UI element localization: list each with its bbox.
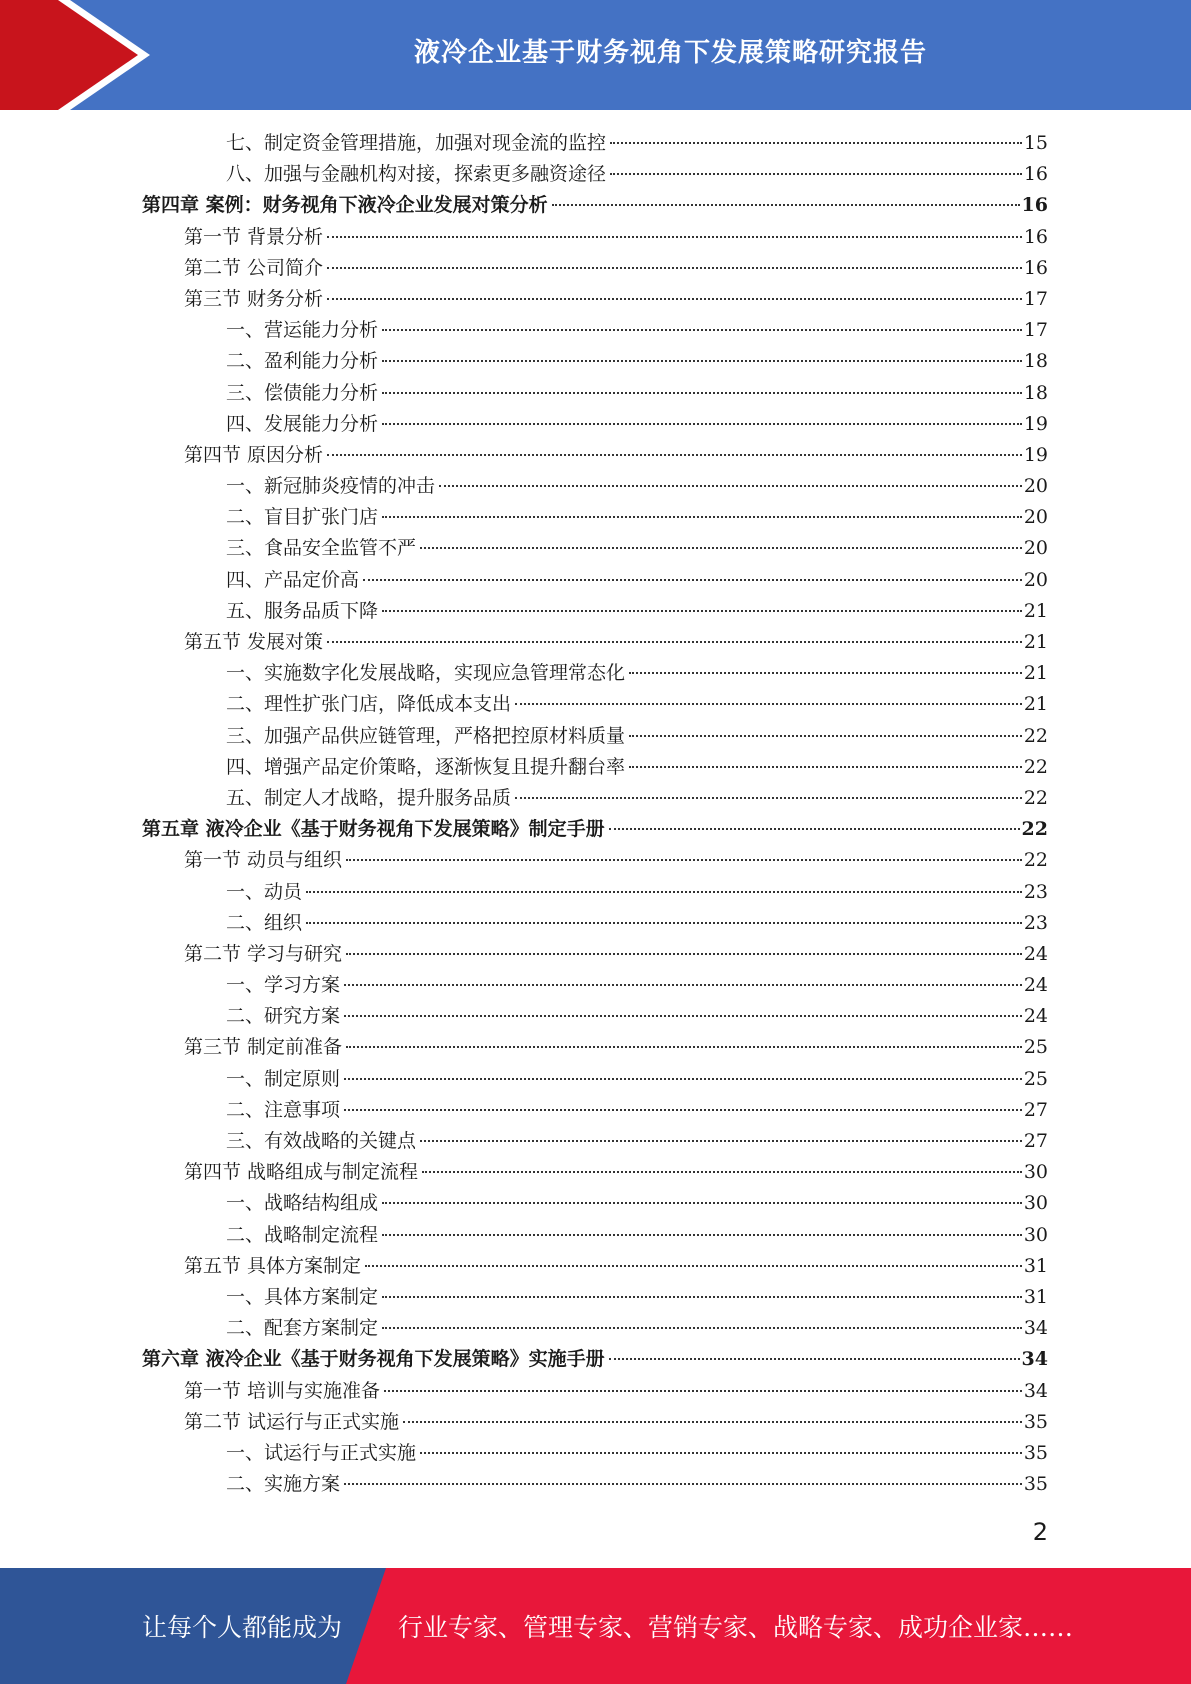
toc-entry[interactable]: [142, 440, 1048, 471]
toc-dot-leader: [382, 1234, 1022, 1236]
toc-dot-leader: [439, 485, 1022, 487]
toc-entry-page: 35: [1023, 1441, 1048, 1464]
toc-entry-page: 24: [1023, 974, 1048, 997]
toc-entry[interactable]: [142, 284, 1048, 315]
toc-dot-leader: [515, 797, 1022, 799]
toc-entry-page: 23: [1023, 911, 1048, 934]
toc-entry-page: 35: [1023, 1473, 1048, 1496]
toc-entry-page: 24: [1023, 1005, 1048, 1028]
toc-dot-leader: [629, 672, 1022, 674]
toc-entry-page: 21: [1023, 631, 1048, 653]
toc-dot-leader: [382, 516, 1022, 518]
toc-entry-label: 一、试运行与正式实施: [226, 1441, 417, 1464]
toc-entry-page: 20: [1023, 475, 1048, 498]
toc-entry-label: 第二节 学习与研究: [184, 942, 343, 965]
toc-entry-page: 25: [1023, 1036, 1048, 1059]
toc-entry-page: 34: [1023, 1379, 1048, 1402]
toc-entry-label: 第四章 案例：财务视角下液冷企业发展对策分析: [142, 194, 548, 217]
toc-entry-label: 一、动员: [226, 880, 303, 903]
toc-dot-leader: [610, 142, 1022, 144]
toc-dot-leader: [629, 735, 1022, 737]
toc-entry-label: 二、组织: [226, 911, 303, 934]
toc-entry-label: 四、增强产品定价策略，逐渐恢复且提升翻台率: [226, 755, 626, 778]
toc-entry[interactable]: [142, 908, 1048, 939]
footer-slogan-right: 行业专家、管理专家、营销专家、战略专家、成功企业家……: [398, 1613, 1074, 1642]
page-number: 2: [1032, 1518, 1048, 1546]
toc-entry-page: 24: [1023, 942, 1048, 965]
toc-entry-label: 三、有效战略的关键点: [226, 1130, 417, 1152]
page-header: [0, 0, 1191, 110]
toc-entry[interactable]: [142, 190, 1048, 221]
toc-entry-page: 21: [1023, 693, 1048, 716]
toc-entry-label: 五、制定人才战略，提升服务品质: [226, 786, 512, 809]
toc-entry-page: 18: [1023, 381, 1048, 404]
toc-entry-label: 二、配套方案制定: [226, 1317, 379, 1340]
toc-entry[interactable]: [142, 845, 1048, 876]
toc-dot-leader: [629, 766, 1022, 768]
toc-entry[interactable]: [142, 128, 1048, 159]
toc-entry-page: 16: [1023, 163, 1048, 186]
toc-entry[interactable]: [142, 1282, 1048, 1313]
toc-entry[interactable]: [142, 1469, 1048, 1500]
toc-dot-leader: [327, 641, 1022, 643]
toc-entry[interactable]: [142, 565, 1048, 596]
toc-entry-label: 一、营运能力分析: [226, 319, 379, 342]
toc-entry[interactable]: [142, 533, 1048, 564]
toc-entry-label: 二、盈利能力分析: [226, 350, 379, 373]
toc-dot-leader: [382, 360, 1022, 362]
toc-dot-leader: [306, 891, 1022, 893]
toc-entry-label: 四、产品定价高: [226, 568, 360, 591]
toc-entry-label: 第五章 液冷企业《基于财务视角下发展策略》制定手册: [142, 818, 605, 841]
toc-entry-label: 八、加强与金融机构对接，探索更多融资途径: [226, 163, 607, 186]
toc-entry-label: 第四节 原因分析: [184, 443, 324, 466]
toc-entry[interactable]: [142, 1157, 1048, 1188]
toc-dot-leader: [403, 1421, 1022, 1423]
toc-entry-page: 16: [1023, 225, 1048, 248]
toc-entry[interactable]: [142, 783, 1048, 814]
toc-dot-leader: [365, 1265, 1022, 1267]
toc-entry[interactable]: [142, 1376, 1048, 1407]
toc-entry-page: 30: [1023, 1192, 1048, 1215]
toc-entry[interactable]: [142, 1095, 1048, 1126]
toc-entry[interactable]: [142, 1313, 1048, 1344]
toc-entry[interactable]: [142, 1251, 1048, 1282]
toc-entry-page: 17: [1023, 319, 1048, 342]
toc-entry[interactable]: [142, 1064, 1048, 1095]
toc-entry-label: 二、实施方案: [226, 1473, 341, 1496]
footer-slogan-left: 让每个人都能成为: [142, 1613, 343, 1642]
toc-dot-leader: [382, 329, 1022, 331]
toc-dot-leader: [327, 298, 1022, 300]
toc-entry[interactable]: [142, 1438, 1048, 1469]
header-chevron-red: [0, 0, 138, 110]
toc-entry-page: 35: [1023, 1410, 1048, 1433]
toc-entry-page: 19: [1023, 412, 1048, 435]
toc-entry-page: 31: [1023, 1285, 1048, 1308]
toc-dot-leader: [382, 1327, 1022, 1329]
toc-dot-leader: [346, 953, 1022, 955]
toc-entry-page: 22: [1021, 818, 1048, 841]
table-of-contents: [142, 128, 1048, 1500]
toc-entry-label: 第二节 公司简介: [184, 256, 324, 279]
toc-entry-page: 27: [1023, 1130, 1048, 1152]
toc-dot-leader: [552, 204, 1020, 206]
toc-entry-page: 27: [1023, 1098, 1048, 1121]
toc-entry-label: 一、制定原则: [226, 1067, 341, 1090]
toc-entry-page: 22: [1023, 755, 1048, 778]
toc-dot-leader: [363, 579, 1022, 581]
toc-entry[interactable]: [142, 596, 1048, 627]
toc-entry-page: 31: [1023, 1254, 1048, 1277]
toc-entry-label: 一、学习方案: [226, 974, 341, 997]
toc-entry-page: 21: [1023, 599, 1048, 622]
toc-dot-leader: [344, 1078, 1022, 1080]
toc-entry-label: 七、制定资金管理措施，加强对现金流的监控: [226, 132, 607, 154]
toc-dot-leader: [382, 1296, 1022, 1298]
toc-entry-page: 34: [1021, 1348, 1048, 1371]
toc-entry-label: 三、偿债能力分析: [226, 381, 379, 404]
toc-entry[interactable]: [142, 1126, 1048, 1157]
toc-entry[interactable]: [142, 159, 1048, 190]
toc-entry-label: 第二节 试运行与正式实施: [184, 1410, 400, 1433]
toc-entry-page: 22: [1023, 786, 1048, 809]
toc-entry-label: 一、实施数字化发展战略，实现应急管理常态化: [226, 662, 626, 685]
toc-entry[interactable]: [142, 502, 1048, 533]
toc-dot-leader: [382, 423, 1022, 425]
toc-entry[interactable]: [142, 471, 1048, 502]
toc-dot-leader: [609, 828, 1020, 830]
toc-entry[interactable]: [142, 877, 1048, 908]
toc-dot-leader: [382, 610, 1022, 612]
toc-dot-leader: [515, 703, 1022, 705]
toc-entry-page: 22: [1023, 724, 1048, 747]
toc-entry-label: 二、盲目扩张门店: [226, 506, 379, 529]
toc-dot-leader: [420, 547, 1022, 549]
toc-entry-label: 一、战略结构组成: [226, 1192, 379, 1215]
toc-entry[interactable]: [142, 1407, 1048, 1438]
toc-entry[interactable]: [142, 253, 1048, 284]
toc-entry-label: 一、具体方案制定: [226, 1285, 379, 1308]
toc-entry-label: 第三节 财务分析: [184, 287, 324, 310]
toc-entry[interactable]: [142, 970, 1048, 1001]
toc-entry-page: 25: [1023, 1067, 1048, 1090]
toc-entry-label: 第一节 培训与实施准备: [184, 1379, 381, 1402]
header-title: 液冷企业基于财务视角下发展策略研究报告: [413, 37, 927, 68]
toc-entry[interactable]: [142, 315, 1048, 346]
toc-dot-leader: [346, 1046, 1022, 1048]
toc-dot-leader: [344, 984, 1022, 986]
toc-entry-label: 四、发展能力分析: [226, 412, 379, 435]
toc-entry[interactable]: [142, 939, 1048, 970]
toc-dot-leader: [382, 392, 1022, 394]
toc-entry-page: 20: [1023, 537, 1048, 560]
toc-entry-page: 17: [1023, 287, 1048, 310]
toc-entry-label: 一、新冠肺炎疫情的冲击: [226, 475, 436, 498]
toc-entry-page: 23: [1023, 880, 1048, 903]
toc-dot-leader: [327, 236, 1022, 238]
toc-entry[interactable]: [142, 1188, 1048, 1219]
toc-entry-page: 16: [1023, 256, 1048, 279]
toc-entry-page: 19: [1023, 443, 1048, 466]
toc-entry-label: 第一节 动员与组织: [184, 849, 343, 872]
toc-entry[interactable]: [142, 1220, 1048, 1251]
toc-entry[interactable]: [142, 222, 1048, 253]
toc-entry-page: 21: [1023, 662, 1048, 685]
toc-dot-leader: [344, 1109, 1022, 1111]
toc-entry[interactable]: [142, 378, 1048, 409]
toc-dot-leader: [306, 922, 1022, 924]
toc-entry[interactable]: [142, 409, 1048, 440]
toc-entry-label: 第一节 背景分析: [184, 225, 324, 248]
toc-entry[interactable]: [142, 689, 1048, 720]
toc-dot-leader: [327, 267, 1022, 269]
toc-entry-page: 20: [1023, 506, 1048, 529]
toc-entry[interactable]: [142, 1344, 1048, 1375]
toc-dot-leader: [420, 1452, 1022, 1454]
toc-entry-label: 第三节 制定前准备: [184, 1036, 343, 1059]
toc-entry-label: 二、注意事项: [226, 1098, 341, 1121]
toc-dot-leader: [610, 173, 1022, 175]
toc-entry-label: 第五节 具体方案制定: [184, 1254, 362, 1277]
toc-entry[interactable]: [142, 1001, 1048, 1032]
toc-dot-leader: [346, 859, 1022, 861]
toc-entry-page: 30: [1023, 1223, 1048, 1246]
toc-entry-page: 20: [1023, 568, 1048, 591]
toc-entry-page: 15: [1023, 132, 1048, 154]
toc-entry-page: 22: [1023, 849, 1048, 872]
toc-entry-label: 第六章 液冷企业《基于财务视角下发展策略》实施手册: [142, 1348, 605, 1371]
toc-entry-page: 30: [1023, 1161, 1048, 1184]
toc-entry-page: 16: [1021, 194, 1048, 217]
toc-dot-leader: [422, 1171, 1022, 1173]
toc-entry-page: 18: [1023, 350, 1048, 373]
toc-dot-leader: [344, 1015, 1022, 1017]
toc-dot-leader: [382, 1202, 1022, 1204]
toc-entry[interactable]: [142, 1032, 1048, 1063]
toc-entry-label: 三、加强产品供应链管理，严格把控原材料质量: [226, 724, 626, 747]
page-footer: [0, 1568, 1191, 1684]
toc-dot-leader: [609, 1358, 1020, 1360]
toc-entry[interactable]: [142, 752, 1048, 783]
toc-dot-leader: [384, 1390, 1022, 1392]
toc-dot-leader: [420, 1140, 1022, 1142]
toc-entry[interactable]: [142, 721, 1048, 752]
toc-entry[interactable]: [142, 658, 1048, 689]
toc-dot-leader: [327, 454, 1022, 456]
toc-entry-label: 二、研究方案: [226, 1005, 341, 1028]
toc-entry-label: 二、战略制定流程: [226, 1223, 379, 1246]
toc-entry-page: 34: [1023, 1317, 1048, 1340]
toc-entry[interactable]: [142, 814, 1048, 845]
toc-entry-label: 第四节 战略组成与制定流程: [184, 1161, 419, 1184]
toc-dot-leader: [344, 1483, 1022, 1485]
toc-entry[interactable]: [142, 627, 1048, 658]
toc-entry-label: 第五节 发展对策: [184, 631, 324, 653]
toc-entry[interactable]: [142, 346, 1048, 377]
toc-entry-label: 五、服务品质下降: [226, 599, 379, 622]
toc-entry-label: 三、食品安全监管不严: [226, 537, 417, 560]
toc-entry-label: 二、理性扩张门店，降低成本支出: [226, 693, 512, 716]
